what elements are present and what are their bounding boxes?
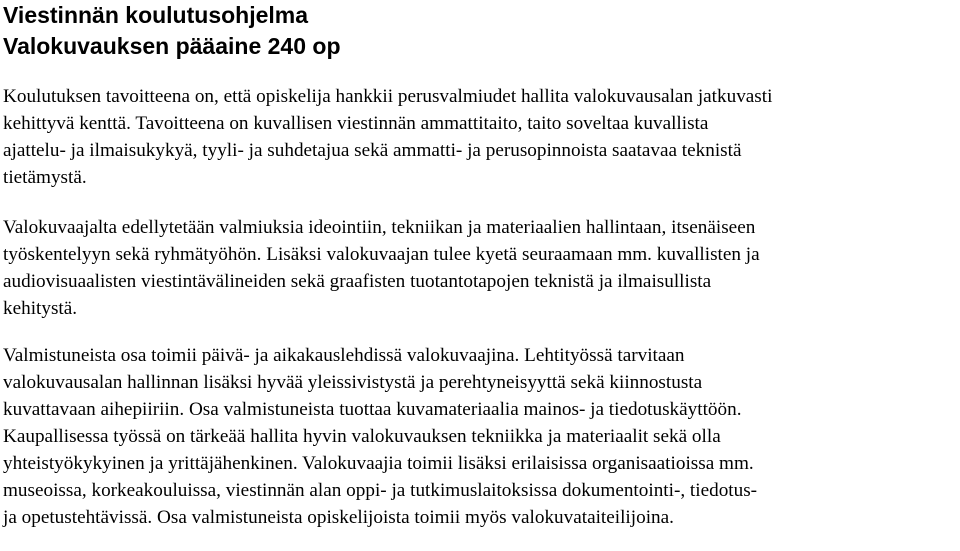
paragraph-careers (3, 342, 958, 531)
paragraph-requirements (3, 214, 958, 322)
text-line: Valmistuneista osa toimii päivä- ja aikakauslehdissä valokuvaajina. Lehtityössä tarvitaan (3, 345, 685, 366)
text-line: Kaupallisessa työssä on tärkeää hallita hyvin valokuvauksen tekniikka ja materiaalit sekä olla (3, 426, 721, 447)
text-line: ajattelu- ja ilmaisukykyä, tyyli- ja suhdetajua sekä ammatti- ja perusopinnoista saatavaa teknistä (3, 140, 742, 161)
text-line: audiovisuaalisten viestintävälineiden sekä graafisten tuotantotapojen teknistä ja ilmaisullista (3, 271, 712, 292)
text-line: työskentelyyn sekä ryhmätyöhön. Lisäksi valokuvaajan tulee kyetä seuraamaan mm. kuvallisten ja (3, 244, 760, 265)
text-line: Koulutuksen tavoitteena on, että opiskelija hankkii perusvalmiudet hallita valokuvausalan jatkuvasti (3, 86, 773, 107)
text-line: valokuvausalan hallinnan lisäksi hyvää yleissivistystä ja perehtyneisyyttä sekä kiinnostusta (3, 372, 703, 393)
text-line: kehittyvä kenttä. Tavoitteena on kuvallisen viestinnän ammattitaito, taito soveltaa kuvallista (3, 113, 709, 134)
text-line: yhteistyökykyinen ja yrittäjähenkinen. Valokuvaajia toimii lisäksi erilaisissa organisaatioissa mm. (3, 453, 754, 474)
title-degree-programme: Viestinnän koulutusohjelma (3, 2, 309, 28)
text-line: museoissa, korkeakouluissa, viestinnän alan oppi- ja tutkimuslaitoksissa dokumentointi-, tiedotus- (3, 480, 758, 501)
text-line: kuvattavaan aihepiiriin. Osa valmistuneista tuottaa kuvamateriaalia mainos- ja tiedotuskäyttöön. (3, 399, 742, 420)
document-page (3, 0, 958, 531)
text-line: kehitystä. (3, 298, 78, 319)
text-line: tietämystä. (3, 167, 87, 188)
text-line: ja opetustehtävissä. Osa valmistuneista opiskelijoista toimii myös valokuvataiteilijoina. (3, 507, 674, 528)
text-line: Valokuvaajalta edellytetään valmiuksia ideointiin, tekniikan ja materiaalien hallintaan, itsenäiseen (3, 217, 756, 238)
paragraph-education-goals (3, 83, 958, 191)
document-title (3, 0, 958, 62)
title-major: Valokuvauksen pääaine 240 op (3, 33, 341, 59)
